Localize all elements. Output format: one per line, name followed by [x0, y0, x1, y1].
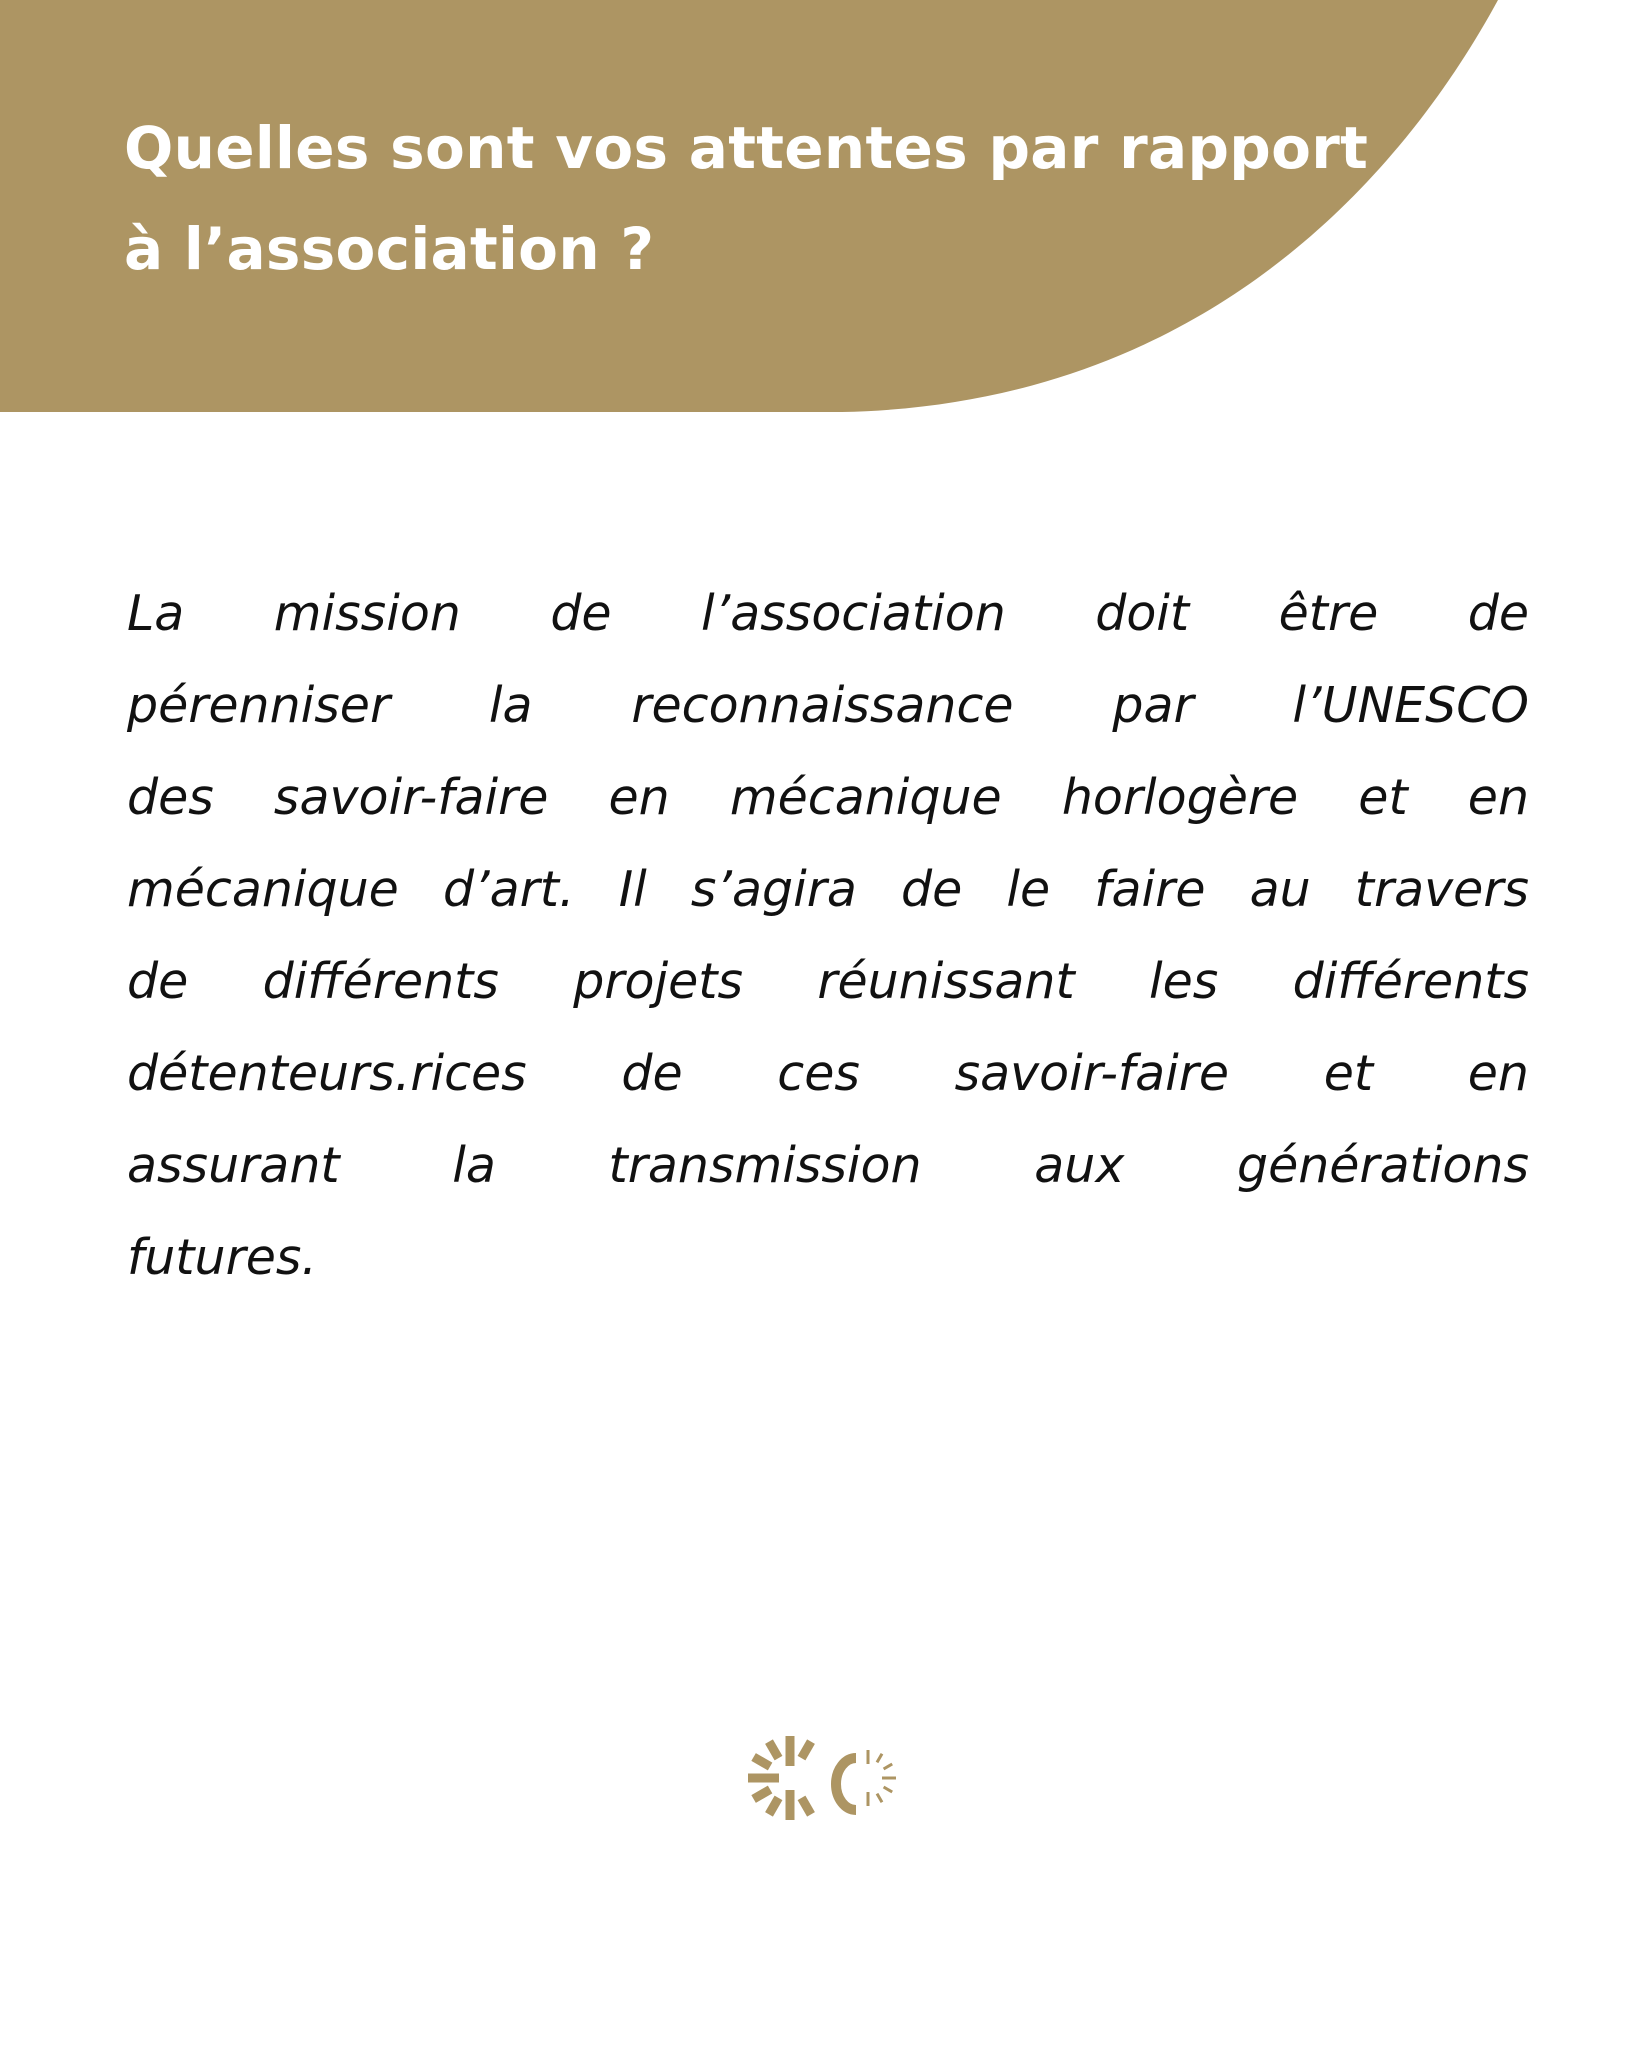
body-line-7: assurant la transmission aux générations — [127, 1137, 1529, 1194]
body-paragraph — [127, 568, 1529, 1304]
body-line-1: La mission de l’association doit être de — [127, 585, 1529, 642]
body-line-6: détenteurs.rices de ces savoir-faire et en — [127, 1045, 1529, 1102]
title-line-1: Quelles sont vos attentes par rapport — [124, 114, 1369, 182]
body-line-2: pérenniser la reconnaissance par l’UNESCO — [127, 677, 1529, 734]
body-line-3: des savoir-faire en mécanique horlogère et en — [127, 769, 1529, 826]
page-title — [124, 98, 1384, 300]
sun-moon-logo-icon — [710, 1724, 942, 1884]
title-line-2: à l’association ? — [124, 215, 655, 283]
body-line-4: mécanique d’art. Il s’agira de le faire au travers — [127, 861, 1529, 918]
body-line-5: de différents projets réunissant les différents — [127, 953, 1529, 1010]
body-line-8: futures. — [127, 1229, 317, 1286]
